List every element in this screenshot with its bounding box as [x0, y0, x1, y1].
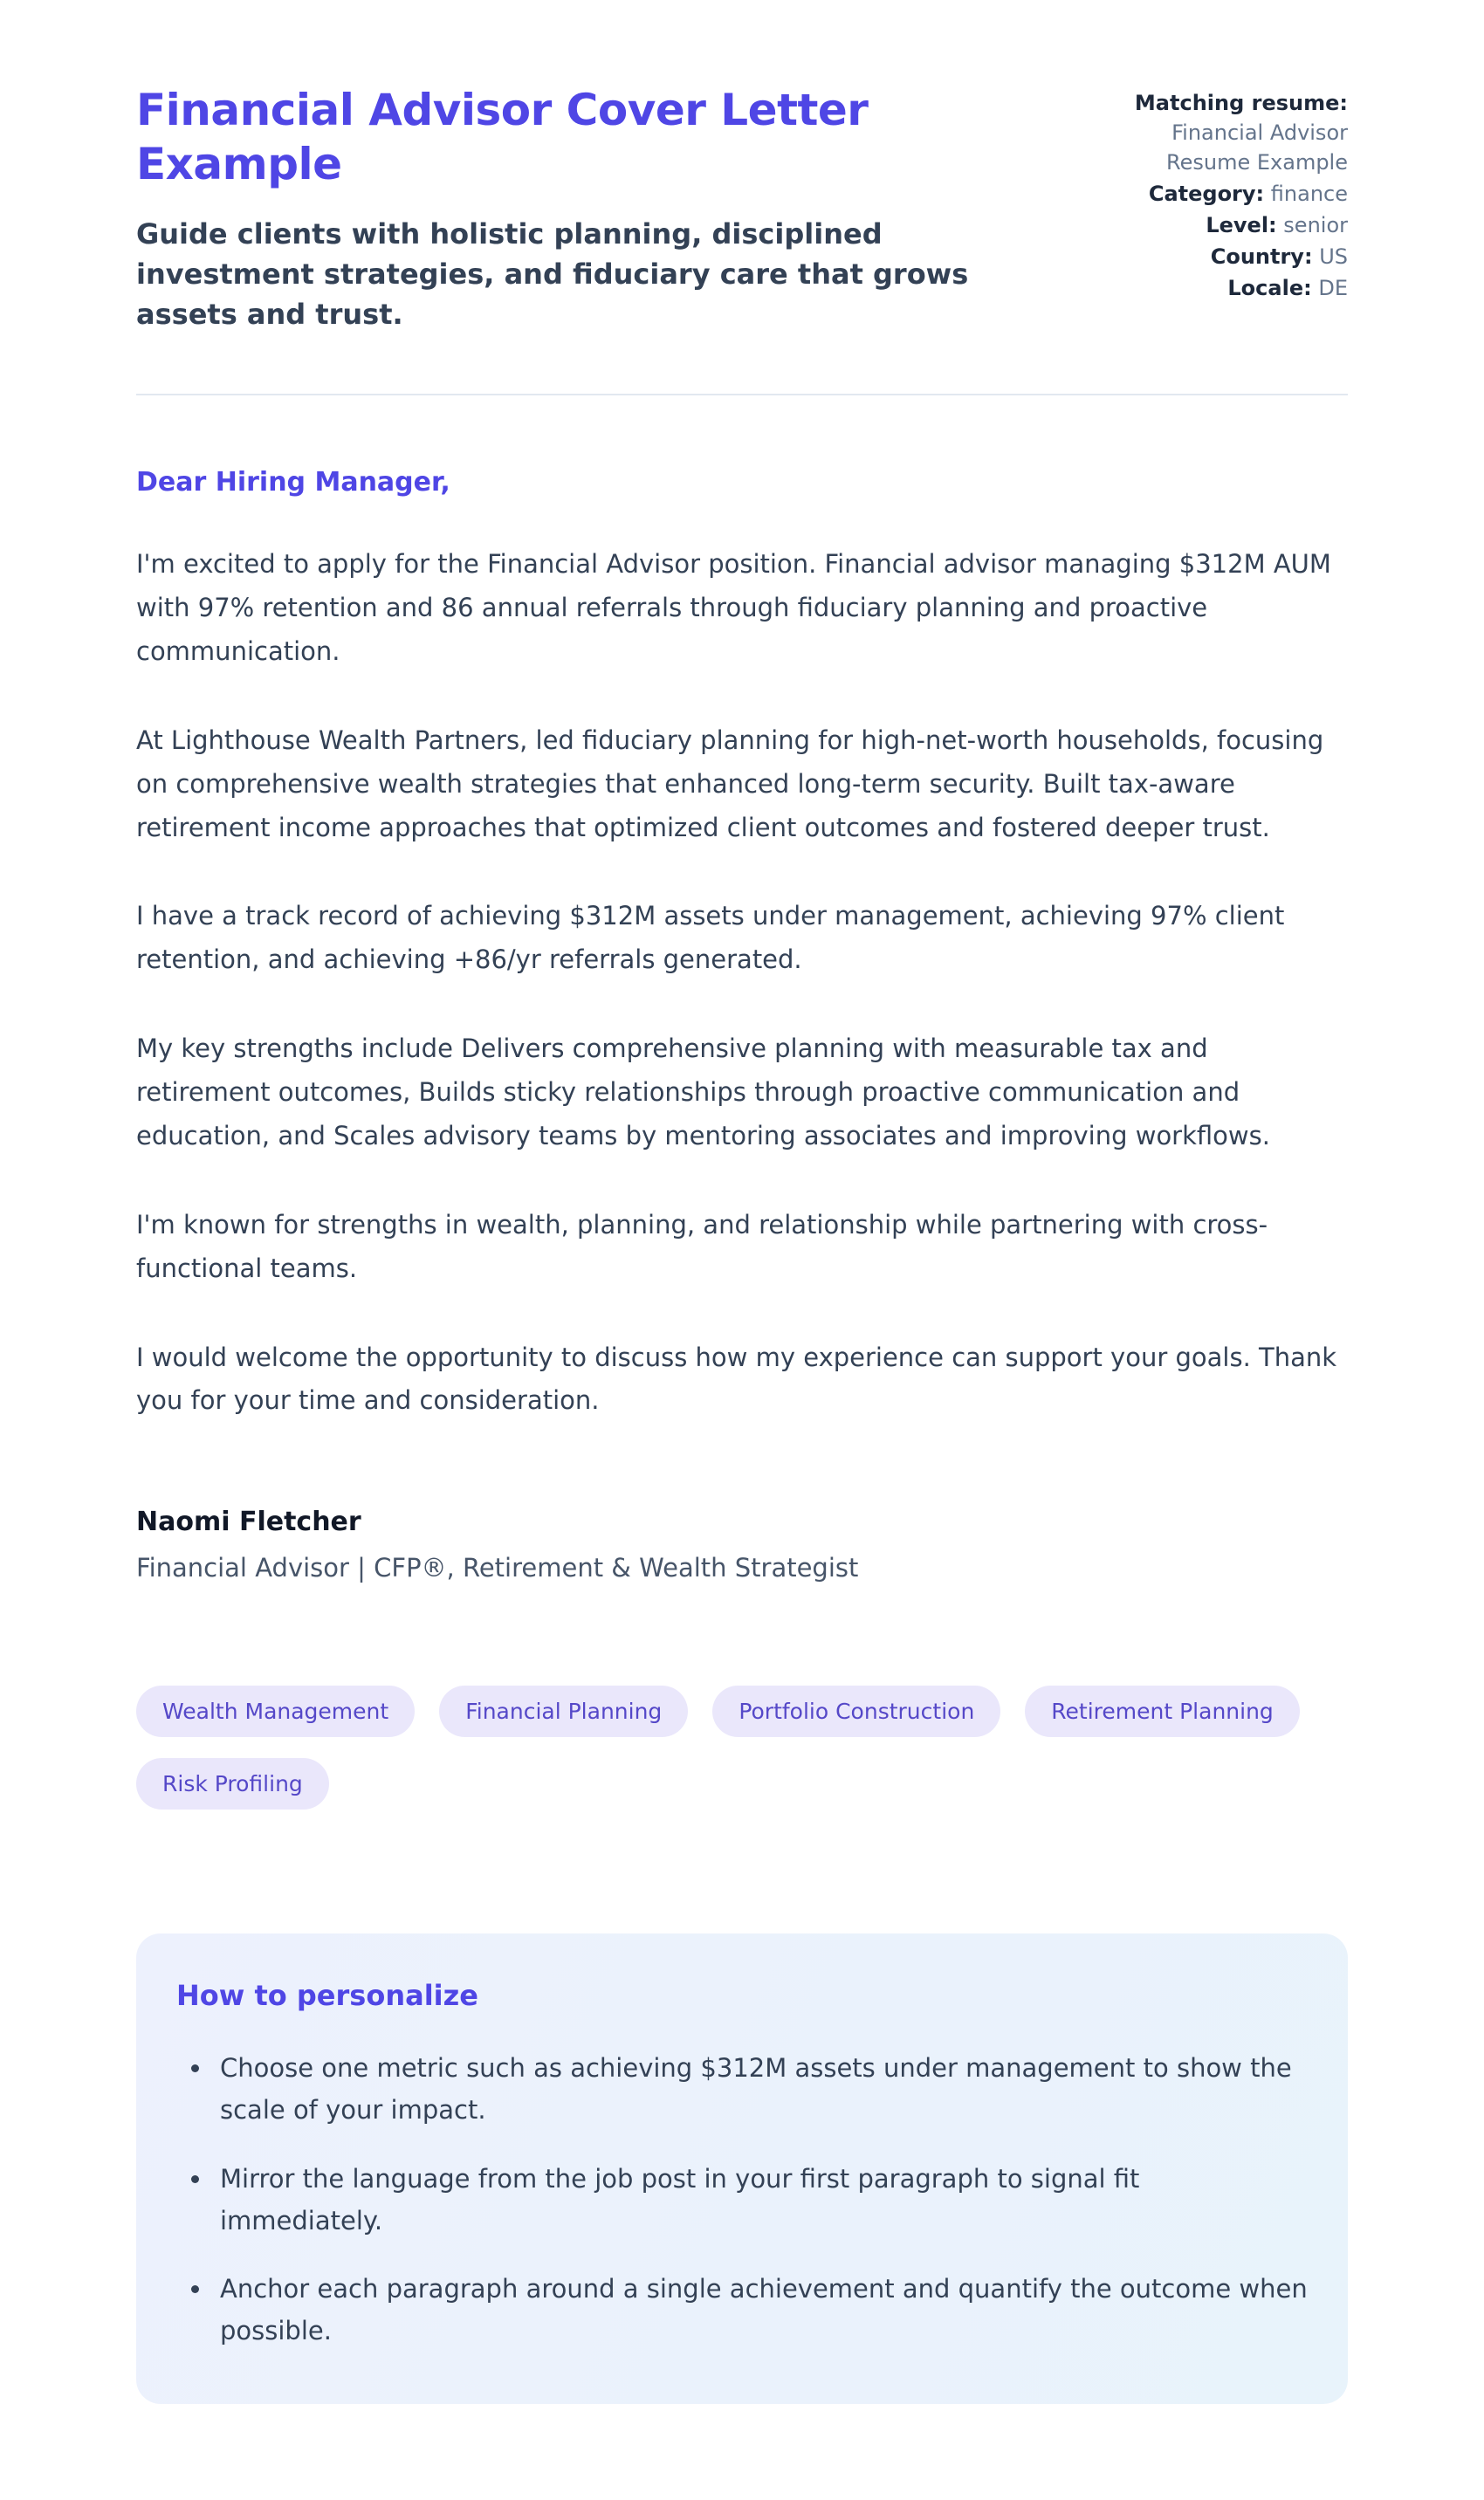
header-divider — [136, 394, 1348, 395]
personalize-callout — [136, 1933, 1348, 2404]
letter-paragraph: I would welcome the opportunity to discuss how my experience can support your goals. Thank you for your time and consideration. — [136, 1342, 1337, 1416]
meta-row-country — [1099, 242, 1348, 271]
callout-list — [176, 2047, 1308, 2352]
letter-body — [136, 467, 1348, 1583]
meta-value: finance — [1270, 182, 1348, 207]
meta-row-locale — [1099, 273, 1348, 303]
meta-row-category — [1099, 179, 1348, 209]
skill-tag[interactable]: Risk Profiling — [136, 1758, 329, 1810]
letter-paragraph: I'm known for strengths in wealth, planning, and relationship while partnering with cross-functional teams. — [136, 1209, 1268, 1283]
letter-paragraph: My key strengths include Delivers comprehensive planning with measurable tax and retirement outcomes, Builds sticky relationships through proactive communication and education, and Scales advisory teams by mentoring associates and improving workflows. — [136, 1034, 1270, 1150]
meta-label: Level: — [1206, 213, 1277, 238]
callout-item: • Anchor each paragraph around a single achievement and quantify the outcome when possible. — [213, 2268, 1308, 2352]
meta-label: Country: — [1210, 244, 1313, 270]
skill-tag[interactable]: Wealth Management — [136, 1686, 415, 1737]
letter-paragraph: I have a track record of achieving $312M assets under management, achieving 97% client retention, and achieving +86/yr referrals generated. — [136, 901, 1285, 975]
header-titles — [136, 83, 1018, 334]
callout-item: • Mirror the language from the job post in your first paragraph to signal fit immediately. — [213, 2158, 1308, 2242]
meta-value: DE — [1318, 276, 1348, 301]
callout-title: How to personalize — [176, 1979, 478, 2013]
callout-item: • Choose one metric such as achieving $312M assets under management to show the scale of your impact. — [213, 2047, 1308, 2131]
page-subtitle: Guide clients with holistic planning, disciplined investment strategies, and fiduciary care that grows assets and trust. — [136, 217, 969, 332]
meta-row-level — [1099, 210, 1348, 240]
meta-value: senior — [1283, 213, 1348, 238]
meta-label: Matching resume: — [1134, 91, 1348, 115]
skill-tags — [136, 1686, 1348, 1810]
page-header — [136, 83, 1348, 334]
matching-resume-link[interactable]: Financial Advisor Resume Example — [1166, 120, 1348, 175]
meta-row-matching-resume — [1099, 88, 1348, 177]
letter-paragraph: At Lighthouse Wealth Partners, led fiduciary planning for high-net-worth households, focusing on comprehensive wealth strategies that enhanced long-term security. Built tax-aware retirement income approaches that optimized client outcomes and fostered deeper trust. — [136, 725, 1324, 842]
meta-label: Locale: — [1227, 276, 1312, 301]
salutation: Dear Hiring Manager, — [136, 467, 450, 498]
page-title: Financial Advisor Cover Letter Example — [136, 85, 869, 189]
meta-value: US — [1319, 244, 1348, 270]
resume-meta-panel — [1099, 88, 1348, 306]
signature-title: Financial Advisor | CFP®, Retirement & Wealth Strategist — [136, 1553, 859, 1583]
meta-label: Category: — [1148, 182, 1265, 207]
signature-name: Naomi Fletcher — [136, 1507, 361, 1538]
letter-paragraph: I'm excited to apply for the Financial Advisor position. Financial advisor managing $312M AUM with 97% retention and 86 annual referrals through fiduciary planning and proactive communication. — [136, 549, 1331, 666]
skill-tag[interactable]: Retirement Planning — [1025, 1686, 1300, 1737]
skill-tag[interactable]: Portfolio Construction — [712, 1686, 1000, 1737]
skill-tag[interactable]: Financial Planning — [439, 1686, 688, 1737]
